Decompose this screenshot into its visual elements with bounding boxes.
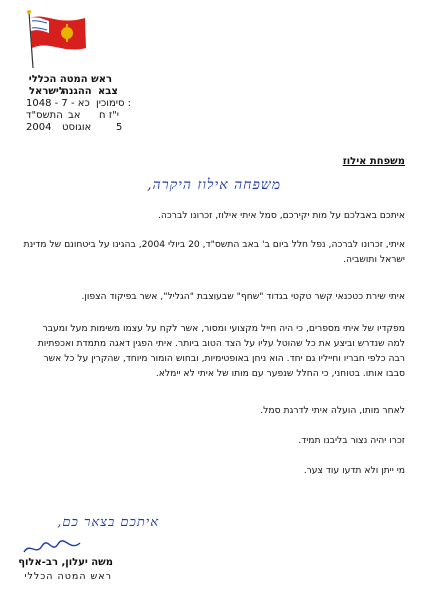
idf-flag-emblem [23,8,89,74]
date-day: 5 [116,122,123,133]
org-line-2-b: לישראל [29,86,65,97]
paragraph-promotion: לאחר מותו, הועלה איתי לדרגת סמל. [260,405,405,416]
date-month: אוגוסט [62,122,92,133]
paragraph-memory: זכרו יהיה נצור בליבנו תמיד. [298,435,405,446]
paragraph-commanders: מפקדיו של איתי מספרים, כי היה חייל מקצועי ומסור, אשר לקח על עצמו משימות מעל ומעבר למה שנדרש וביצע את כל שהוטל עליו על הצד הטוב ביותר. איתי הפגין דאגה מתמדת ואכפתיות רבה כלפי חבריו וחייליו גם יחד. הוא ניחן באופטימיות, ובחוש הומור מיוחד, שהקרין על כל אשר סבבו אותו. בטוחני, כי החלל שנפער עם מותו של איתי לא יימלא. [37,323,405,379]
paragraph-closing: מי ייתן ולא תדעו עוד צער. [303,465,405,476]
paragraph-condolence: איתכם באבלכם על מות יקירכם, סמל איתי אילוז, זכרונו לברכה. [157,210,405,221]
hebrew-date-month: אב [68,110,81,121]
handwritten-closing: איתכם בצאר כם, [57,515,159,530]
org-line-1: צבא [98,86,118,97]
hebrew-date-year: התשס"ד [26,110,63,121]
org-line-2-a: ההגנה [62,86,92,97]
addressee: משפחת אילוז [342,156,405,167]
date-year: 2004 [26,122,52,133]
office-title: ראש המטה הכללי [28,74,112,85]
signatory-title: ראש המטה הכללי [24,571,112,582]
hebrew-date-day: י"ז ח [99,110,120,121]
reference-number: כא - 7 - 1048 [26,98,90,109]
paragraph-service: איתי שירת כטכנאי קשר טקטי בגדוד "שחף" שבעוצבת "הגליל", אשר בפיקוד הצפון. [81,291,405,302]
reference-label: סימוכין : [96,98,132,109]
paragraph-fallen: איתי, זכרונו לברכה, נפל חלל ביום ב' באב התשס"ד, 20 ביולי 2004, בהגינו על ביטחונם של מדינת ישראל ותושביה. [23,239,405,265]
signatory-name: משה יעלון, רב-אלוף [18,557,113,568]
handwritten-greeting: משפחה אילוז היקרה, [147,177,281,193]
